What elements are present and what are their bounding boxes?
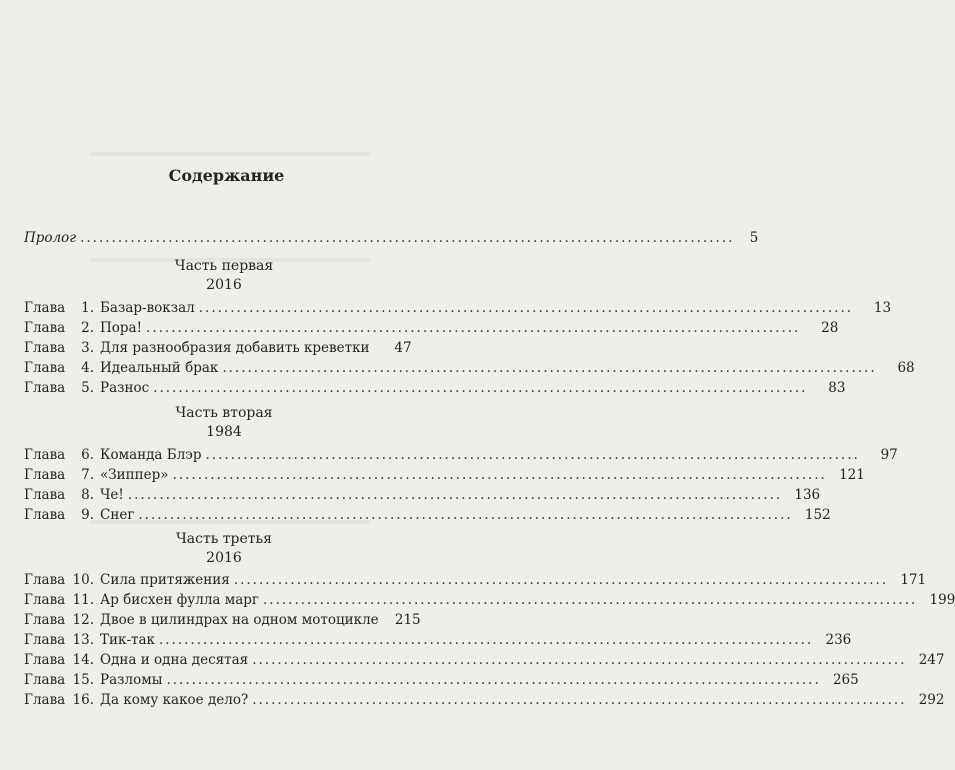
chapter-title: Команда Блэр bbox=[100, 447, 202, 463]
dot-leader: ........................................................................................................ bbox=[222, 360, 877, 376]
chapter-number: 2. bbox=[81, 320, 94, 336]
toc-chapter-entry bbox=[24, 670, 859, 690]
chapter-page: 136 bbox=[794, 487, 821, 503]
chapter-page: 215 bbox=[394, 612, 421, 628]
part-year: 2016 bbox=[206, 550, 242, 566]
chapter-page: 83 bbox=[828, 380, 846, 396]
dot-leader: ........................................................................................................ bbox=[166, 672, 821, 688]
chapter-title: Одна и одна десятая bbox=[100, 652, 249, 668]
chapter-label: Глава bbox=[24, 672, 66, 688]
chapter-title: Двое в цилиндрах на одном мотоцикле bbox=[100, 612, 379, 628]
dot-leader: ........................................................................................................ bbox=[138, 507, 793, 523]
toc-chapter-entry bbox=[24, 610, 421, 630]
dot-leader: ........................................................................................................ bbox=[252, 652, 907, 668]
chapter-page: 28 bbox=[821, 320, 839, 336]
part-title: Часть вторая bbox=[175, 405, 273, 421]
dot-leader: ........................................................................................................ bbox=[153, 380, 808, 396]
part-year: 1984 bbox=[206, 424, 242, 440]
prologue-page: 5 bbox=[749, 230, 759, 246]
chapter-title: Ар бисхен фулла марг bbox=[100, 592, 260, 608]
chapter-number: 7. bbox=[81, 467, 94, 483]
toc-chapter-entry bbox=[24, 318, 839, 338]
chapter-number: 5. bbox=[81, 380, 94, 396]
part-year: 2016 bbox=[206, 277, 242, 293]
dot-leader: ........................................................................................................ bbox=[146, 320, 801, 336]
toc-chapter-entry bbox=[24, 630, 852, 650]
chapter-label: Глава bbox=[24, 360, 66, 376]
toc-chapter-entry bbox=[24, 570, 927, 590]
toc-chapter-entry bbox=[24, 465, 865, 485]
chapter-number: 4. bbox=[81, 360, 94, 376]
prologue-label: Пролог bbox=[24, 230, 77, 246]
chapter-page: 68 bbox=[897, 360, 915, 376]
toc-prologue-entry bbox=[24, 228, 759, 248]
chapter-title: Сила притяжения bbox=[100, 572, 230, 588]
chapter-page: 247 bbox=[918, 652, 945, 668]
chapter-label: Глава bbox=[24, 487, 66, 503]
chapter-label: Глава bbox=[24, 467, 66, 483]
dot-leader: ........................................................................................................ bbox=[127, 487, 783, 503]
chapter-page: 97 bbox=[880, 447, 898, 463]
toc-chapter-entry bbox=[24, 590, 955, 610]
toc-chapter-entry bbox=[24, 650, 945, 670]
chapter-page: 47 bbox=[394, 340, 412, 356]
chapter-page: 171 bbox=[900, 572, 927, 588]
chapter-title: Разнос bbox=[100, 380, 150, 396]
chapter-title: Разломы bbox=[100, 672, 163, 688]
chapter-title: Пора! bbox=[100, 320, 143, 336]
chapter-label: Глава bbox=[24, 692, 66, 708]
chapter-label: Глава bbox=[24, 572, 66, 588]
chapter-title: Снег bbox=[100, 507, 135, 523]
chapter-label: Глава bbox=[24, 300, 66, 316]
chapter-number: 14. bbox=[72, 652, 94, 668]
chapter-number: 3. bbox=[81, 340, 94, 356]
show-through-mark bbox=[90, 152, 370, 156]
chapter-number: 6. bbox=[81, 447, 94, 463]
chapter-title: Базар-вокзал bbox=[100, 300, 195, 316]
chapter-title: Тик-так bbox=[100, 632, 155, 648]
chapter-label: Глава bbox=[24, 632, 66, 648]
toc-chapter-entry bbox=[24, 298, 892, 318]
chapter-title: «Зиппер» bbox=[100, 467, 169, 483]
contents-title: Содержание bbox=[168, 166, 285, 185]
dot-leader: ........................................................................................................ bbox=[198, 300, 854, 316]
chapter-label: Глава bbox=[24, 507, 66, 523]
chapter-label: Глава bbox=[24, 380, 66, 396]
chapter-number: 12. bbox=[72, 612, 94, 628]
chapter-number: 13. bbox=[72, 632, 94, 648]
dot-leader: ........................................................................................................ bbox=[252, 692, 907, 708]
chapter-title: Да кому какое дело? bbox=[100, 692, 249, 708]
chapter-page: 265 bbox=[832, 672, 859, 688]
part-title: Часть третья bbox=[175, 531, 273, 547]
toc-chapter-entry bbox=[24, 505, 831, 525]
chapter-number: 11. bbox=[72, 592, 94, 608]
chapter-number: 10. bbox=[72, 572, 94, 588]
dot-leader: ........................................................................................................ bbox=[158, 632, 814, 648]
chapter-label: Глава bbox=[24, 447, 66, 463]
chapter-title: Че! bbox=[100, 487, 124, 503]
chapter-number: 9. bbox=[81, 507, 94, 523]
dot-leader: ........................................................................................................ bbox=[233, 572, 889, 588]
toc-chapter-entry bbox=[24, 485, 821, 505]
dot-leader: ........................................................................................................ bbox=[205, 447, 860, 463]
chapter-number: 16. bbox=[72, 692, 94, 708]
chapter-number: 1. bbox=[81, 300, 94, 316]
toc-chapter-entry bbox=[24, 338, 412, 358]
chapter-page: 236 bbox=[825, 632, 852, 648]
toc-chapter-entry bbox=[24, 378, 846, 398]
chapter-number: 8. bbox=[81, 487, 94, 503]
chapter-label: Глава bbox=[24, 592, 66, 608]
dot-leader: ........................................................................................................ bbox=[172, 467, 827, 483]
chapter-title: Идеальный брак bbox=[100, 360, 219, 376]
toc-chapter-entry bbox=[24, 445, 898, 465]
chapter-page: 13 bbox=[873, 300, 892, 316]
toc-chapter-entry bbox=[24, 690, 945, 710]
chapter-number: 15. bbox=[72, 672, 94, 688]
chapter-page: 199 bbox=[929, 592, 955, 608]
chapter-title: Для разнообразия добавить креветки bbox=[100, 340, 370, 356]
chapter-page: 292 bbox=[918, 692, 945, 708]
part-title: Часть первая bbox=[174, 258, 274, 274]
chapter-label: Глава bbox=[24, 320, 66, 336]
chapter-page: 152 bbox=[804, 507, 831, 523]
chapter-page: 121 bbox=[839, 467, 865, 483]
chapter-label: Глава bbox=[24, 612, 66, 628]
dot-leader: ........................................................................................................ bbox=[80, 230, 735, 246]
dot-leader: ........................................................................................................ bbox=[263, 592, 918, 608]
toc-chapter-entry bbox=[24, 358, 915, 378]
chapter-label: Глава bbox=[24, 340, 66, 356]
chapter-label: Глава bbox=[24, 652, 66, 668]
